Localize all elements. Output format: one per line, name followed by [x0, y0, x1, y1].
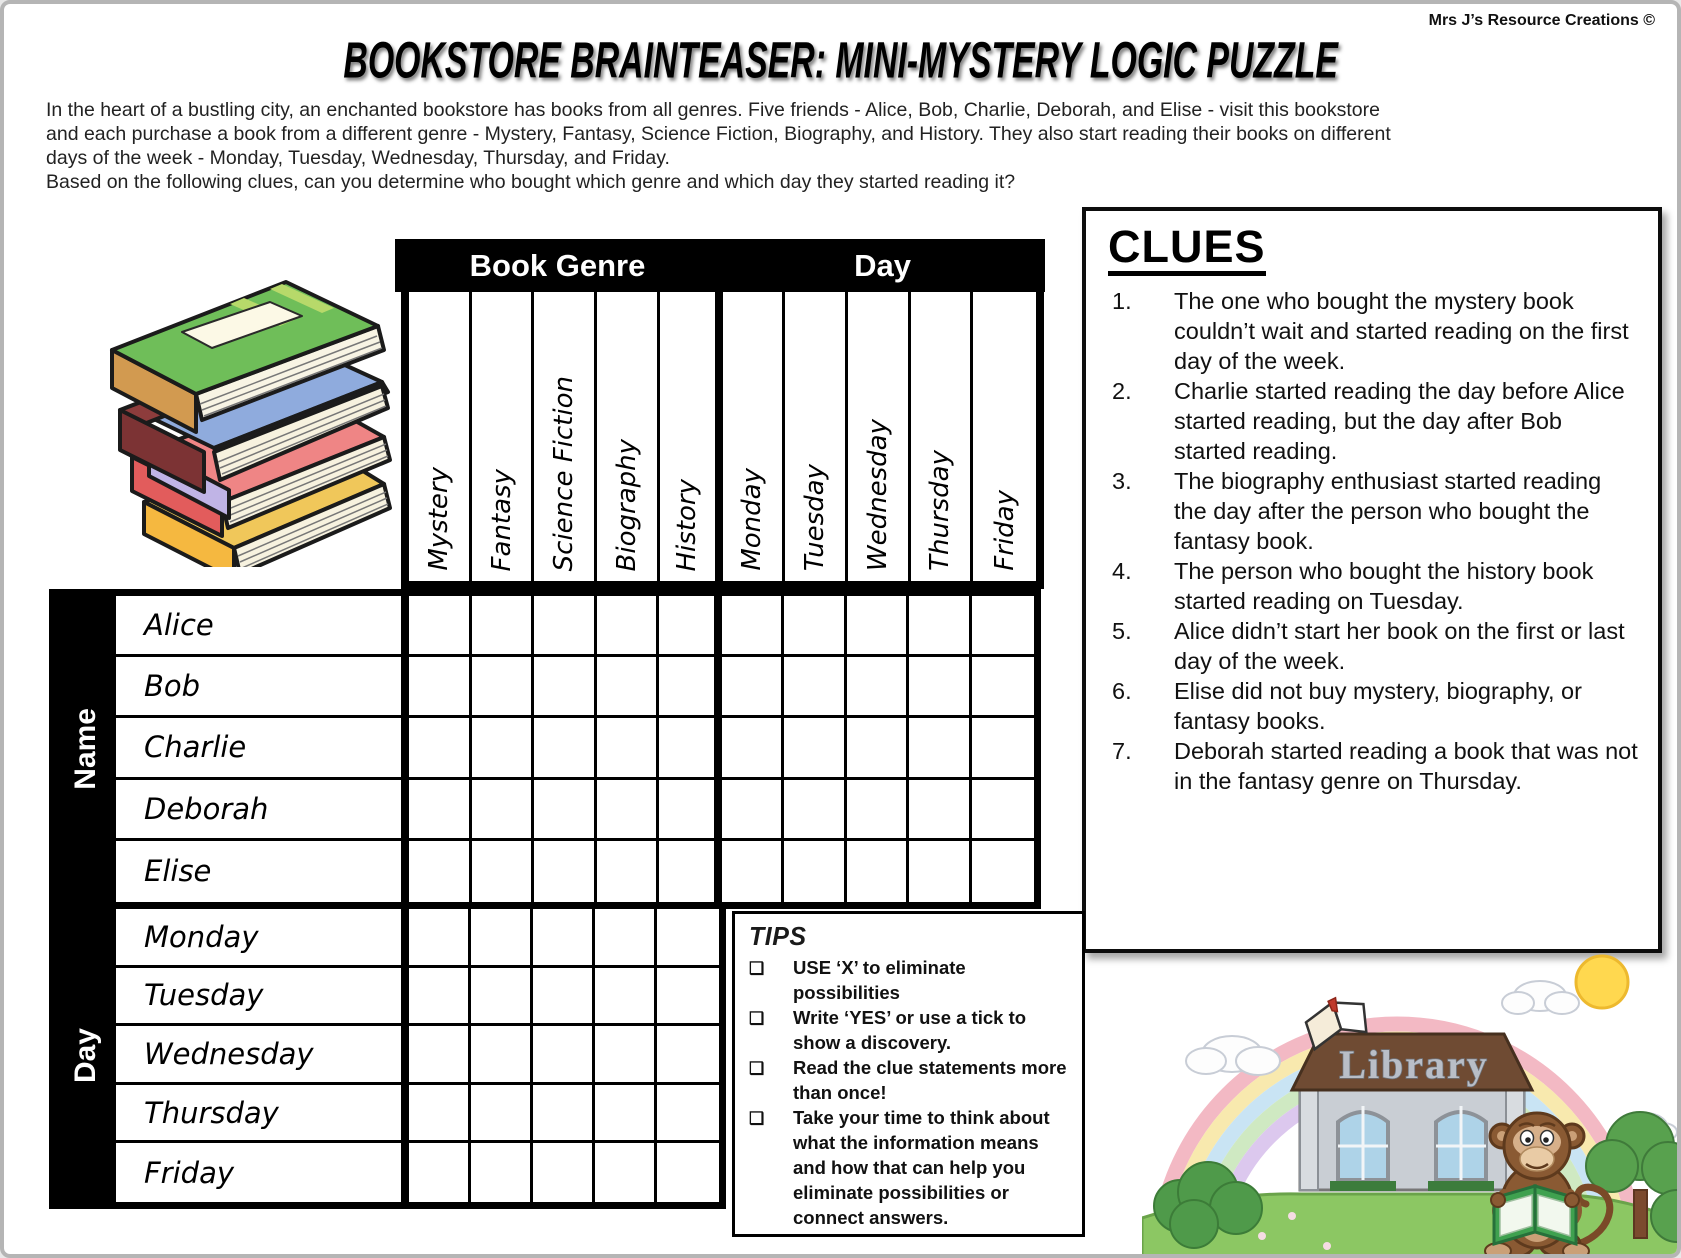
grid-cell[interactable]: [847, 841, 910, 902]
grid-cell[interactable]: [409, 841, 472, 902]
grid-cell[interactable]: [784, 596, 847, 657]
grid-cell[interactable]: [409, 909, 471, 968]
grid-cell[interactable]: [595, 909, 657, 968]
grid-cell[interactable]: [595, 968, 657, 1027]
checkbox-icon: ❑: [749, 959, 765, 978]
grid-cell[interactable]: [659, 596, 722, 657]
column-headers: [401, 292, 1044, 589]
clue-item: Charlie started reading the day before Alice started reading, but the day after Bob started reading.: [1174, 378, 1625, 465]
grid-cell[interactable]: [909, 780, 972, 841]
grid-cell[interactable]: [722, 657, 785, 718]
grid-cell[interactable]: [909, 841, 972, 902]
grid-cell[interactable]: [472, 841, 535, 902]
clue-item: Elise did not buy mystery, biography, or fantasy books.: [1174, 678, 1582, 735]
grid-cell[interactable]: [657, 1085, 719, 1144]
column-header-wednesday: [848, 292, 911, 581]
grid-cell[interactable]: [533, 968, 595, 1027]
tip-item: [749, 955, 1070, 1005]
grid-cell[interactable]: [972, 596, 1035, 657]
intro-line: In the heart of a bustling city, an enchanted bookstore has books from all genres. Five friends - Alice, Bob, Charlie, Deborah, and Elise - visit this bookstore: [46, 99, 1380, 121]
grid-cell[interactable]: [471, 909, 533, 968]
grid-cell[interactable]: [472, 780, 535, 841]
row-label-wednesday: Wednesday: [116, 1026, 409, 1085]
column-header-label: Science Fiction: [549, 375, 580, 571]
grid-cell[interactable]: [784, 657, 847, 718]
grid-cell[interactable]: [722, 596, 785, 657]
clue-item: The person who bought the history book started reading on Tuesday.: [1174, 558, 1594, 615]
title-wrap: [4, 32, 1677, 87]
clues-box: [1082, 207, 1662, 953]
grid-header-band: [395, 239, 1045, 292]
grid-cell[interactable]: [847, 596, 910, 657]
column-header-history: [660, 292, 723, 581]
day-rows-block: [49, 909, 726, 1209]
column-header-label: Biography: [611, 438, 642, 571]
day-group-label: Day: [69, 1027, 102, 1084]
tip-text: Write ‘YES’ or use a tick to show a discovery.: [793, 1007, 1027, 1053]
column-header-friday: [973, 292, 1036, 581]
tips-box: [732, 911, 1085, 1237]
grid-cell[interactable]: [972, 657, 1035, 718]
column-header-label: History: [672, 478, 703, 571]
row-label-alice: Alice: [116, 596, 409, 657]
grid-cell[interactable]: [784, 841, 847, 902]
checkbox-icon: ❑: [749, 1059, 765, 1078]
grid-cell[interactable]: [909, 718, 972, 779]
grid-cell[interactable]: [409, 657, 472, 718]
clues-title: CLUES: [1108, 223, 1266, 276]
sun-icon: [1576, 956, 1628, 1008]
grid-cell[interactable]: [722, 718, 785, 779]
grid-cell[interactable]: [597, 841, 660, 902]
name-group-label: Name: [69, 708, 102, 790]
grid-cell[interactable]: [471, 968, 533, 1027]
grid-cell[interactable]: [409, 596, 472, 657]
column-header-monday: [723, 292, 786, 581]
grid-cell[interactable]: [595, 1026, 657, 1085]
grid-cell[interactable]: [471, 1085, 533, 1144]
grid-cell[interactable]: [533, 1085, 595, 1144]
grid-cell[interactable]: [472, 718, 535, 779]
row-label-monday: Monday: [116, 909, 409, 968]
grid-cell[interactable]: [847, 657, 910, 718]
row-label-bob: Bob: [116, 657, 409, 718]
clues-list: [1108, 286, 1640, 796]
row-label-deborah: Deborah: [116, 780, 409, 841]
intro-paragraph: [46, 98, 1636, 194]
grid-cell[interactable]: [847, 718, 910, 779]
column-header-mystery: [409, 292, 472, 581]
book-stack-art: [54, 252, 399, 567]
grid-cell[interactable]: [847, 780, 910, 841]
column-header-label: Thursday: [925, 450, 956, 571]
column-header-label: Friday: [989, 490, 1020, 571]
tip-text: Read the clue statements more than once!: [793, 1057, 1067, 1103]
clue-item: Alice didn’t start her book on the first or last day of the week.: [1174, 618, 1625, 675]
grid-cell[interactable]: [597, 718, 660, 779]
grid-cell[interactable]: [534, 596, 597, 657]
intro-line: Based on the following clues, can you determine who bought which genre and which day they started reading it?: [46, 171, 1016, 193]
tip-item: [749, 1105, 1070, 1230]
name-rows-block: [49, 589, 1041, 909]
grid-cell[interactable]: [472, 596, 535, 657]
column-group-day: Day: [854, 247, 911, 283]
grid-cell[interactable]: [595, 1143, 657, 1202]
grid-cell[interactable]: [534, 718, 597, 779]
grid-cell[interactable]: [597, 596, 660, 657]
grid-cell[interactable]: [409, 968, 471, 1027]
grid-cell[interactable]: [533, 909, 595, 968]
name-group-sidebar: [56, 596, 116, 902]
grid-cell[interactable]: [597, 657, 660, 718]
grid-cell[interactable]: [784, 780, 847, 841]
row-label-friday: Friday: [116, 1143, 409, 1202]
tip-text: USE ‘X’ to eliminate possibilities: [793, 957, 966, 1003]
row-label-elise: Elise: [116, 841, 409, 902]
grid-cell[interactable]: [972, 780, 1035, 841]
clue-item: The biography enthusiast started reading the day after the person who bought the fantasy book.: [1174, 468, 1602, 555]
grid-cell[interactable]: [659, 780, 722, 841]
grid-cell[interactable]: [533, 1143, 595, 1202]
column-group-book-genre: Book Genre: [469, 247, 646, 283]
tip-text: Take your time to think about what the information means and how that can help you eliminate possibilities or connect answers.: [793, 1107, 1050, 1228]
grid-cell[interactable]: [471, 1026, 533, 1085]
column-header-biography: [597, 292, 660, 581]
tips-list: [749, 955, 1070, 1230]
row-label-charlie: Charlie: [116, 718, 409, 779]
grid-cell[interactable]: [657, 1026, 719, 1085]
row-label-thursday: Thursday: [116, 1085, 409, 1144]
grid-cell[interactable]: [972, 718, 1035, 779]
grid-cell[interactable]: [972, 841, 1035, 902]
grid-cell[interactable]: [784, 718, 847, 779]
grid-cell[interactable]: [659, 841, 722, 902]
column-header-tuesday: [785, 292, 848, 581]
row-label-tuesday: Tuesday: [116, 968, 409, 1027]
grid-cell[interactable]: [909, 596, 972, 657]
grid-cell[interactable]: [471, 1143, 533, 1202]
page-title: BOOKSTORE BRAINTEASER: MINI-MYSTERY LOGIC PUZZLE: [343, 30, 1338, 89]
grid-cell[interactable]: [409, 780, 472, 841]
library-art: [1142, 954, 1681, 1258]
library-sign-text: Library: [1339, 1042, 1489, 1087]
clue-item: The one who bought the mystery book couldn’t wait and started reading on the first day of the week.: [1174, 288, 1629, 375]
grid-cell[interactable]: [909, 657, 972, 718]
column-header-fantasy: [472, 292, 535, 581]
intro-line: and each purchase a book from a different genre - Mystery, Fantasy, Science Fiction, Biography, and History. They also start reading their books on different: [46, 123, 1391, 145]
column-header-label: Wednesday: [862, 418, 893, 571]
clue-item: Deborah started reading a book that was not in the fantasy genre on Thursday.: [1174, 738, 1638, 795]
grid-cell[interactable]: [409, 1143, 471, 1202]
intro-line: days of the week - Monday, Tuesday, Wednesday, Thursday, and Friday.: [46, 147, 670, 169]
grid-cell[interactable]: [657, 968, 719, 1027]
column-header-label: Monday: [737, 468, 768, 571]
column-header-science-fiction: [534, 292, 597, 581]
grid-cell[interactable]: [409, 718, 472, 779]
grid-cell[interactable]: [657, 909, 719, 968]
grid-cell[interactable]: [534, 841, 597, 902]
grid-cell[interactable]: [409, 1085, 471, 1144]
column-header-label: Fantasy: [486, 468, 517, 571]
tip-item: [749, 1005, 1070, 1055]
grid-cell[interactable]: [659, 718, 722, 779]
tip-item: [749, 1055, 1070, 1105]
copyright-text: Mrs J’s Resource Creations ©: [1428, 12, 1655, 29]
grid-cell[interactable]: [534, 657, 597, 718]
grid-cell[interactable]: [534, 780, 597, 841]
checkbox-icon: ❑: [749, 1009, 765, 1028]
grid-cell[interactable]: [659, 657, 722, 718]
column-header-label: Mystery: [423, 467, 454, 571]
grid-cell[interactable]: [595, 1085, 657, 1144]
grid-cell[interactable]: [722, 841, 785, 902]
column-header-label: Tuesday: [800, 463, 831, 571]
grid-cell[interactable]: [722, 780, 785, 841]
day-group-sidebar: [56, 909, 116, 1202]
tips-title: TIPS: [749, 922, 807, 952]
checkbox-icon: ❑: [749, 1109, 765, 1128]
grid-cell[interactable]: [533, 1026, 595, 1085]
column-header-thursday: [911, 292, 974, 581]
grid-cell[interactable]: [472, 657, 535, 718]
grid-cell[interactable]: [597, 780, 660, 841]
grid-cell[interactable]: [409, 1026, 471, 1085]
grid-cell[interactable]: [657, 1143, 719, 1202]
